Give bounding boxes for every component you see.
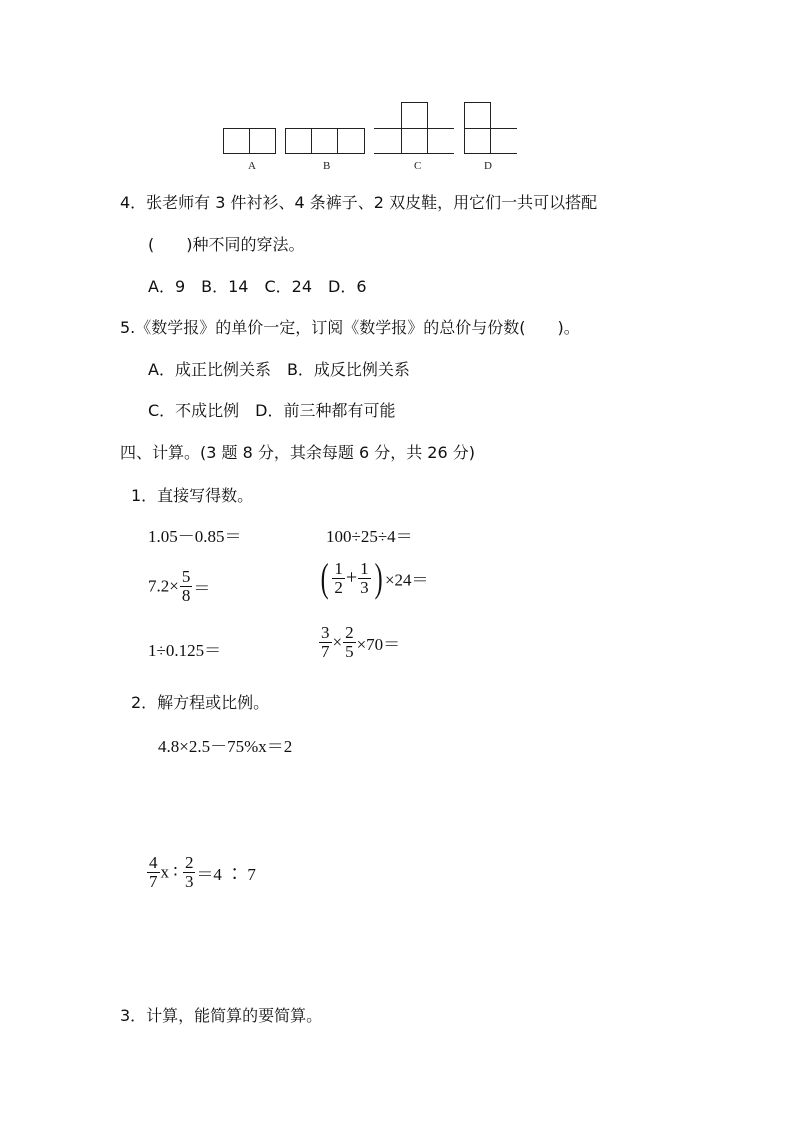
expr-3-prefix: 7.2× [148, 576, 179, 596]
plus-sign: + [345, 566, 358, 589]
fraction-4-7 [147, 854, 160, 891]
expr-4-suffix: ×24＝ [384, 570, 429, 590]
question-5-options-1: A．成正比例关系 B．成反比例关系 [148, 360, 410, 379]
expr-2: 100÷25÷4＝ [326, 527, 413, 546]
equation-2 [146, 854, 256, 891]
numerator: 2 [184, 853, 194, 872]
numerator: 1 [334, 558, 343, 578]
expr-3-suffix: ＝ [193, 578, 211, 598]
numerator: 3 [321, 623, 330, 642]
fraction-1-2 [332, 560, 345, 597]
denominator: 8 [181, 585, 191, 605]
numerator: 2 [345, 623, 354, 642]
net-d-cell [464, 128, 491, 154]
expr-6 [318, 624, 400, 661]
fraction-5-8 [180, 568, 193, 605]
question-4-options: A．9 B．14 C．24 D．6 [148, 277, 367, 296]
question-4-line-2: ( )种不同的穿法。 [148, 235, 305, 254]
net-c-cell [401, 102, 428, 129]
fraction-2-5 [343, 624, 356, 661]
denominator: 7 [321, 641, 330, 661]
expr-5: 1÷0.125＝ [148, 641, 222, 660]
equation-2-suffix: ＝4 ∶ 7 [196, 864, 256, 884]
times-sign: × [332, 632, 343, 652]
fraction-2-3 [183, 854, 196, 891]
denominator: 7 [149, 871, 158, 891]
net-d-line [464, 153, 517, 154]
figure-label-a: A [248, 160, 256, 172]
expr-1: 1.05－0.85＝ [148, 527, 242, 546]
equation-1: 4.8×2.5－75%x＝2 [158, 737, 293, 756]
denominator: 3 [360, 577, 369, 597]
numerator: 5 [181, 567, 191, 586]
denominator: 3 [184, 871, 194, 891]
fraction-1-3 [358, 560, 371, 597]
net-d-line [464, 128, 517, 129]
question-4-line-1: 4．张老师有 3 件衬衫、4 条裤子、2 双皮鞋，用它们一共可以搭配 [120, 193, 598, 212]
net-c-line [374, 153, 454, 154]
net-a-cell [223, 128, 250, 154]
sub-2-title: 2．解方程或比例。 [131, 693, 270, 712]
equation-2-middle: x ∶ [160, 862, 182, 882]
net-a-cell [249, 128, 276, 154]
denominator: 2 [334, 577, 343, 597]
expr-4 [318, 555, 429, 600]
numerator: 4 [149, 853, 158, 872]
net-d-cell [464, 102, 491, 129]
left-paren: ( [320, 555, 329, 600]
expr-3 [148, 568, 210, 605]
sub-1-title: 1．直接写得数。 [131, 486, 254, 505]
net-c-cell [401, 128, 428, 154]
net-b-cell [311, 128, 338, 154]
question-5-options-2: C．不成比例 D．前三种都有可能 [148, 401, 396, 420]
net-c-line [374, 128, 454, 129]
figure-label-d: D [484, 160, 492, 172]
question-5-line-1: 5.《数学报》的单价一定，订阅《数学报》的总价与份数( )。 [120, 318, 580, 337]
expr-6-suffix: ×70＝ [356, 634, 401, 654]
numerator: 1 [360, 558, 369, 578]
sub-3-title: 3．计算，能简算的要简算。 [120, 1006, 323, 1025]
net-b-cell [285, 128, 312, 154]
denominator: 5 [345, 641, 354, 661]
net-b-cell [337, 128, 365, 154]
right-paren: ) [374, 555, 383, 600]
fraction-3-7 [319, 624, 332, 661]
figure-label-b: B [323, 160, 331, 172]
figure-label-c: C [414, 160, 422, 172]
section-4-title: 四、计算。(3 题 8 分，其余每题 6 分，共 26 分) [120, 443, 475, 462]
